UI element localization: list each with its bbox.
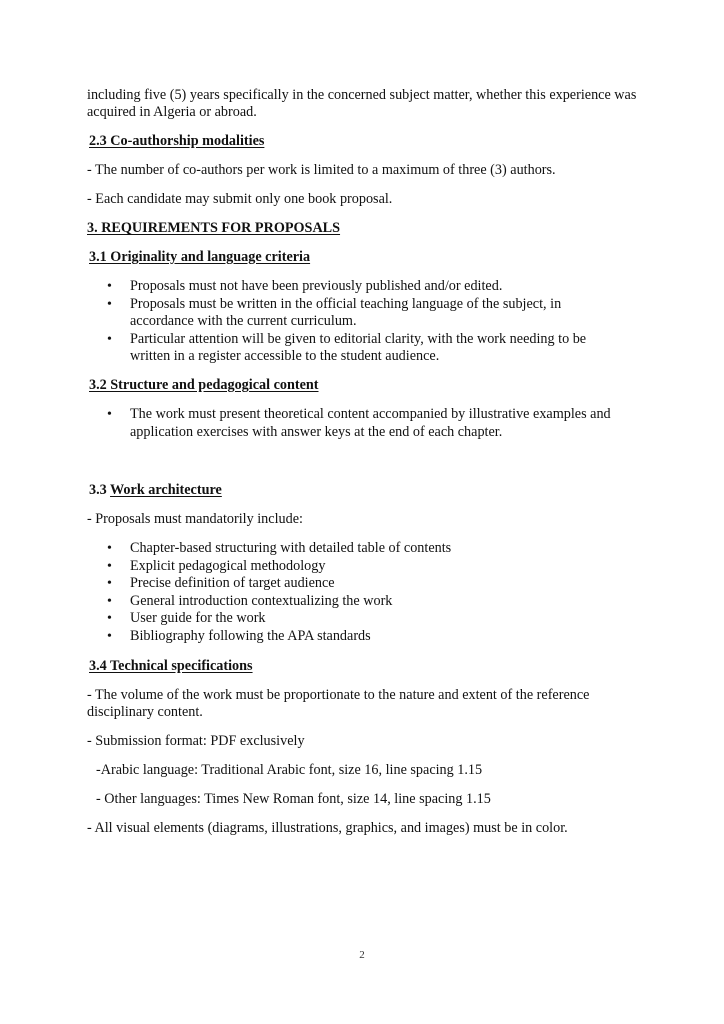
intro-paragraph: including five (5) years specifically in the concerned subject matter, whether this experience was acquired in Algeria or abroad.	[87, 87, 637, 120]
originality-bullet-list	[87, 278, 627, 366]
architecture-bullet-list	[87, 540, 627, 645]
list-item: • Bibliography following the APA standards	[87, 628, 627, 646]
section-3-heading: 3. REQUIREMENTS FOR PROPOSALS	[87, 220, 341, 236]
paragraph-mandatory-include: - Proposals must mandatorily include:	[87, 511, 303, 527]
list-item: • Explicit pedagogical methodology	[87, 558, 627, 576]
section-2-3-heading: 2.3 Co-authorship modalities	[89, 133, 265, 149]
paragraph-other-languages-font: - Other languages: Times New Roman font, size 14, line spacing 1.15	[96, 791, 491, 807]
paragraph-submission-format: - Submission format: PDF exclusively	[87, 733, 305, 749]
section-3-3-title: Work architecture	[110, 482, 222, 498]
section-3-3-heading	[89, 482, 222, 499]
section-3-3-number: 3.3	[89, 482, 107, 498]
list-item: • Precise definition of target audience	[87, 575, 627, 593]
paragraph-visual-elements: - All visual elements (diagrams, illustrations, graphics, and images) must be in color.	[87, 820, 568, 836]
list-item: • Particular attention will be given to editorial clarity, with the work needing to be written in a register accessible to the student audience.	[87, 331, 627, 366]
section-3-2-heading: 3.2 Structure and pedagogical content	[89, 377, 319, 393]
section-3-1-heading: 3.1 Originality and language criteria	[89, 249, 311, 265]
list-item: • Proposals must not have been previously published and/or edited.	[87, 278, 627, 296]
list-item: • General introduction contextualizing the work	[87, 593, 627, 611]
list-item: • The work must present theoretical content accompanied by illustrative examples and application exercises with answer keys at the end of each chapter.	[87, 406, 627, 441]
list-item: • User guide for the work	[87, 610, 627, 628]
list-item: • Proposals must be written in the official teaching language of the subject, in accordance with the current curriculum.	[87, 296, 627, 331]
page-number: 2	[359, 949, 365, 961]
paragraph-coauthor-limit: - The number of co-authors per work is limited to a maximum of three (3) authors.	[87, 162, 556, 178]
list-item: • Chapter-based structuring with detailed table of contents	[87, 540, 627, 558]
paragraph-arabic-font: -Arabic language: Traditional Arabic font, size 16, line spacing 1.15	[96, 762, 483, 778]
paragraph-volume: - The volume of the work must be proportionate to the nature and extent of the reference disciplinary content.	[87, 687, 590, 720]
section-3-4-heading: 3.4 Technical specifications	[89, 658, 253, 674]
paragraph-one-proposal: - Each candidate may submit only one book proposal.	[87, 191, 393, 207]
structure-bullet-list	[87, 406, 627, 441]
